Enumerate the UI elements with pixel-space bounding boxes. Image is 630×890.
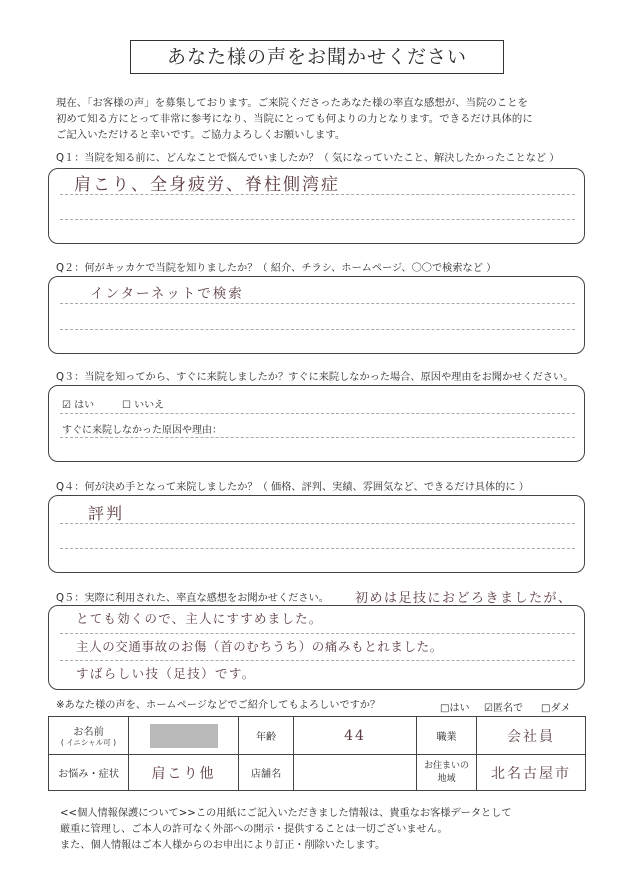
q5-answer-line-3: すばらしい技（足技）です。 — [76, 666, 256, 681]
q2-answer: インターネットで検索 — [90, 286, 244, 302]
area-label-line-2: 地域 — [437, 773, 456, 784]
symptom-field[interactable]: 肩こり他 — [129, 755, 239, 791]
q4-rule-1 — [60, 523, 575, 524]
area-label-cell — [417, 755, 477, 791]
store-label: 店舗名 — [239, 755, 294, 791]
q4-question: Q４：何が決め手となって来院しましたか？（ 価格、評判、実績、雰囲気など、できるだけ具体的に ） — [56, 482, 529, 493]
area-label-line-1: お住まいの — [423, 760, 469, 771]
page-title: あなた様の声をお聞かせください — [130, 40, 504, 74]
customer-info-table — [48, 716, 586, 791]
intro-text: 現在、「お客様の声」を募集しております。ご来院くださったあなた様の率直な感想が、当院のことを 初めて知る方にとって非常に参考になり、当院にとっても何よりの力となります。できるだけ具体的に ご記入いただけると幸いです。ご協力よろしくお願いします。 — [56, 97, 533, 141]
consent-question: ※あなた様の声を、ホームページなどでご紹介してもよろしいですか？ — [56, 700, 381, 711]
age-label: 年齢 — [239, 717, 294, 755]
q3-yes-option[interactable] — [62, 396, 94, 411]
table-row — [49, 755, 586, 791]
name-label-cell — [49, 717, 129, 755]
q2-question: Q２：何がキッカケで当院を知りましたか？（ 紹介、チラシ、ホームページ、〇〇で検索など ） — [56, 263, 497, 274]
consent-yes-option[interactable]: □はい — [440, 703, 470, 714]
q2-rule-2 — [60, 329, 575, 330]
q3-question: Q３：当院を知ってから、すぐに来院しましたか？すぐに来院しなかった場合、原因や理由をお聞かせください。 — [56, 372, 574, 383]
store-field[interactable] — [294, 755, 417, 791]
q5-answer-line-2: 主人の交通事故のお傷（首のむちうち）の痛みもとれました。 — [76, 639, 443, 654]
name-sublabel: ( イニシャル可 ) — [60, 738, 117, 747]
q3-yes-check-icon: ☑ — [62, 400, 71, 411]
consent-no-option[interactable]: □ダメ — [541, 703, 571, 714]
area-field[interactable]: 北名古屋市 — [477, 755, 586, 791]
q5-answer-line-0: 初めは足技におどろきましたが、 — [355, 591, 573, 606]
name-redaction — [150, 724, 218, 748]
consent-anonymous-label: 匿名で — [492, 703, 523, 714]
job-field[interactable]: 会社員 — [477, 717, 586, 755]
privacy-notice: <<個人情報保護について>>この用紙にご記入いただきました情報は、貴重なお客様データとして 厳重に管理し、ご本人の許可なく外部への開示・提供することは一切ございません。 また、個人情報はご本人様からのお申出により訂正・削除いたします。 — [60, 808, 512, 851]
q4-answer: 評判 — [88, 504, 125, 523]
name-label: お名前 — [73, 727, 104, 738]
q4-answer-box[interactable] — [48, 495, 585, 573]
q1-answer: 肩こり、全身疲労、脊柱側湾症 — [74, 175, 340, 195]
q5-answer-line-1: とても効くので、主人にすすめました。 — [76, 611, 323, 626]
q2-rule-1 — [60, 303, 575, 304]
q1-question: Q１：当院を知る前に、どんなことで悩んでいましたか？（ 気になっていたこと、解決したかったことなど ） — [56, 153, 560, 164]
age-field[interactable]: 44 — [294, 717, 417, 755]
q3-yes-label: はい — [74, 400, 95, 411]
q3-rule-2 — [60, 437, 575, 438]
symptom-label: お悩み・症状 — [49, 755, 129, 791]
q3-reason-label: すぐに来院しなかった原因や理由： — [62, 425, 222, 436]
q3-no-label: いいえ — [134, 400, 165, 411]
consent-anonymous-check-icon: ☑ — [484, 703, 493, 714]
q1-rule-2 — [60, 219, 575, 220]
table-row — [49, 717, 586, 755]
q3-no-check-icon: ☐ — [122, 400, 131, 411]
job-label: 職業 — [417, 717, 477, 755]
q3-no-option[interactable] — [122, 396, 164, 411]
q3-rule-1 — [60, 413, 575, 414]
q5-question: Q５：実際に利用された、率直な感想をお聞かせください。 — [56, 593, 329, 604]
name-field[interactable] — [129, 717, 239, 755]
q4-rule-2 — [60, 548, 575, 549]
q5-rule-2 — [60, 660, 575, 661]
q5-rule-1 — [60, 633, 575, 634]
consent-anonymous-option[interactable] — [484, 699, 523, 714]
